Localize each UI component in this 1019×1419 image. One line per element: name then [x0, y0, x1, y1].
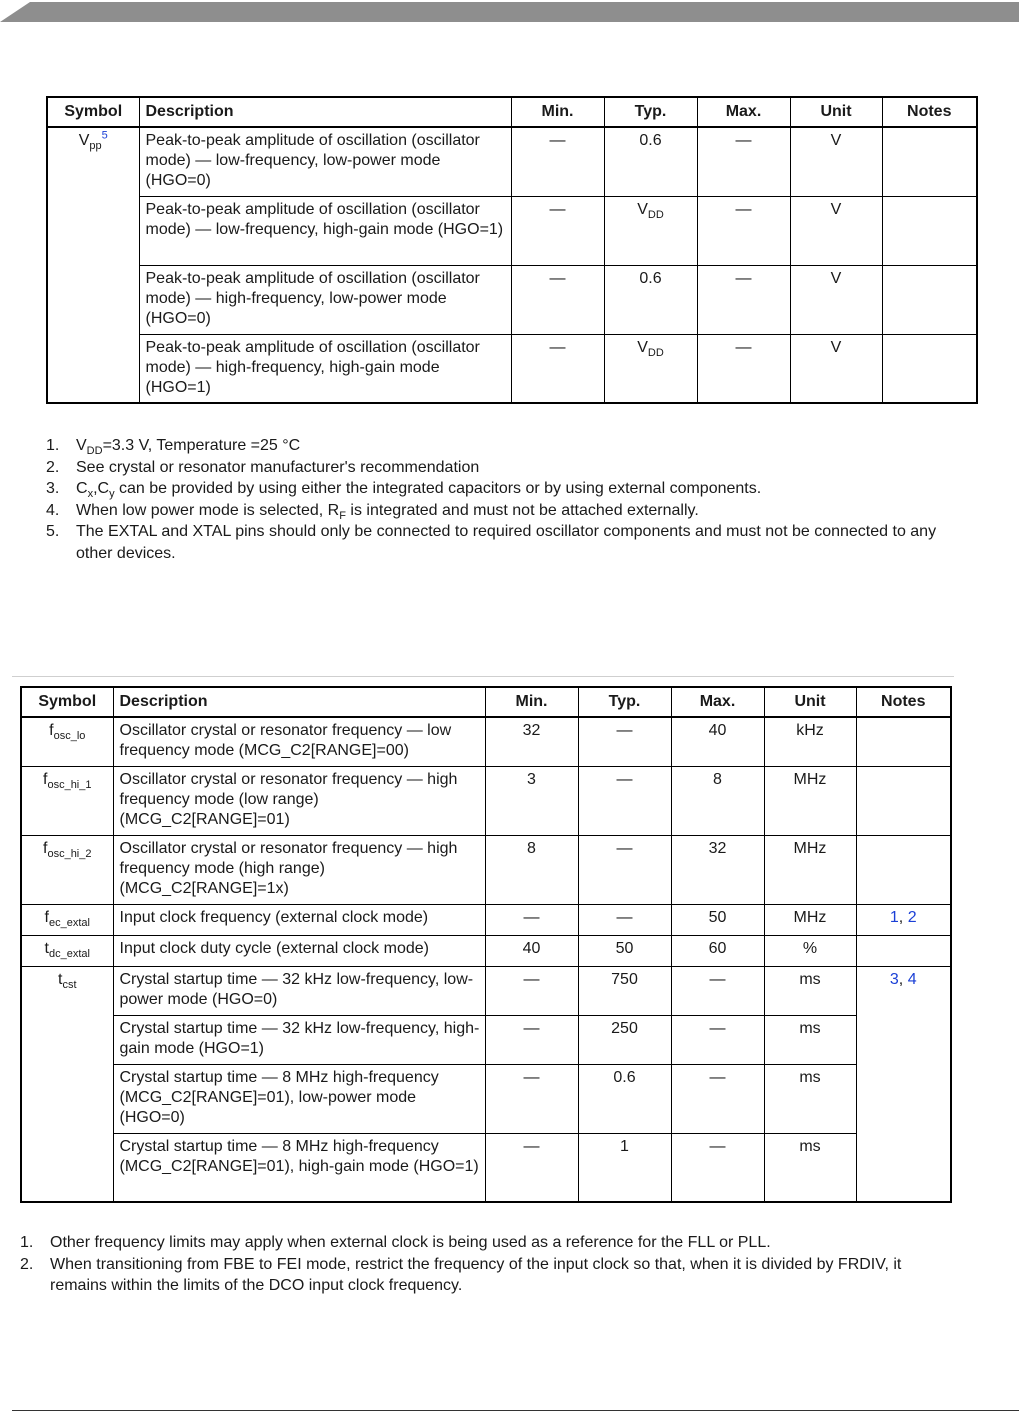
- section-divider: [12, 676, 954, 677]
- column-header-symbol: Symbol: [21, 687, 113, 717]
- table-row: [21, 1015, 951, 1064]
- footnote-text: The EXTAL and XTAL pins should only be connected to required oscillator components and must not be connected to any other devices.: [76, 523, 937, 562]
- page-bottom-rule: [12, 1410, 1019, 1411]
- max-cell: —: [697, 334, 790, 403]
- description-cell: Oscillator crystal or resonator frequency — high frequency mode (high range) (MCG_C2[RANGE]=1x): [113, 835, 485, 904]
- max-cell: —: [697, 127, 790, 196]
- column-header-description: Description: [139, 97, 511, 127]
- symbol-cell: [47, 127, 139, 403]
- column-header-max: Max.: [671, 687, 764, 717]
- min-cell: —: [485, 1064, 578, 1133]
- table-row: [21, 766, 951, 835]
- description-cell: Peak-to-peak amplitude of oscillation (oscillator mode) — high-frequency, low-power mode (HGO=0): [139, 265, 511, 334]
- unit-cell: ms: [764, 1133, 856, 1202]
- min-cell: 8: [485, 835, 578, 904]
- typ-cell: 0.6: [578, 1064, 671, 1133]
- oscillator-amplitude-table: [46, 96, 978, 404]
- table-row: [21, 717, 951, 766]
- symbol-base: V: [78, 132, 90, 149]
- footnote-subscript: y: [109, 488, 115, 501]
- unit-cell: MHz: [764, 904, 856, 935]
- footnote-number: 3.: [46, 480, 60, 497]
- notes-cell: [856, 835, 951, 904]
- symbol-subscript: osc_hi_2: [47, 847, 92, 860]
- typ-cell: 0.6: [604, 265, 697, 334]
- max-cell: 32: [671, 835, 764, 904]
- symbol-base: f: [44, 908, 49, 926]
- column-header-unit: Unit: [764, 687, 856, 717]
- typ-cell: [604, 334, 697, 403]
- min-cell: —: [485, 904, 578, 935]
- footnote-link[interactable]: 3: [889, 970, 899, 988]
- max-cell: 40: [671, 717, 764, 766]
- typ-cell: —: [578, 835, 671, 904]
- footnote-text: V: [76, 437, 87, 454]
- footnote-link[interactable]: 4: [907, 970, 917, 988]
- description-cell: Crystal startup time — 8 MHz high-frequency (MCG_C2[RANGE]=01), high-gain mode (HGO=1): [113, 1133, 485, 1202]
- description-cell: Peak-to-peak amplitude of oscillation (oscillator mode) — low-frequency, low-power mode (HGO=0): [139, 127, 511, 196]
- description-cell: Crystal startup time — 32 kHz low-frequency, high-gain mode (HGO=1): [113, 1015, 485, 1064]
- column-header-typ: Typ.: [604, 97, 697, 127]
- table-row: [21, 835, 951, 904]
- footnote-item: [20, 1232, 950, 1254]
- symbol-subscript: pp: [89, 140, 102, 153]
- footnote-item: [46, 457, 976, 479]
- column-header-notes: Notes: [882, 97, 977, 127]
- max-cell: —: [697, 196, 790, 265]
- notes-cell: [882, 334, 977, 403]
- footnote-subscript: DD: [86, 445, 103, 458]
- table-row: [47, 127, 977, 196]
- typ-cell: 50: [578, 935, 671, 966]
- typ-subscript: DD: [647, 346, 664, 359]
- column-header-typ: Typ.: [578, 687, 671, 717]
- table-row: [47, 334, 977, 403]
- table-row: [21, 935, 951, 966]
- typ-cell: 250: [578, 1015, 671, 1064]
- symbol-base: f: [49, 722, 54, 739]
- max-cell: 8: [671, 766, 764, 835]
- footnote-text: ,C: [93, 480, 110, 497]
- symbol-base: f: [43, 839, 48, 857]
- description-cell: Peak-to-peak amplitude of oscillation (oscillator mode) — high-frequency, high-gain mode (HGO=1): [139, 334, 511, 403]
- symbol-subscript: osc_lo: [53, 730, 86, 743]
- footnote-link[interactable]: 2: [907, 908, 917, 926]
- unit-cell: V: [790, 334, 882, 403]
- symbol-cell: [21, 966, 113, 1202]
- column-header-notes: Notes: [856, 687, 951, 717]
- notes-cell: [856, 935, 951, 966]
- table-header-row: [47, 97, 977, 127]
- footnote-text: is integrated and must not be attached externally.: [345, 501, 699, 519]
- max-cell: —: [671, 1064, 764, 1133]
- unit-cell: V: [790, 265, 882, 334]
- table-header-row: [21, 687, 951, 717]
- notes-separator: ,: [898, 908, 908, 926]
- column-header-max: Max.: [697, 97, 790, 127]
- min-cell: —: [485, 1133, 578, 1202]
- column-header-description: Description: [113, 687, 485, 717]
- notes-cell: [882, 265, 977, 334]
- footnote-text: When transitioning from FBE to FEI mode, restrict the frequency of the input clock so that, when it is divided by FRDIV, it remains within the limits of the DCO input clock frequency.: [50, 1255, 902, 1294]
- footnote-number: 1.: [20, 1234, 34, 1251]
- typ-cell: 1: [578, 1133, 671, 1202]
- symbol-cell: [21, 935, 113, 966]
- min-cell: —: [511, 127, 604, 196]
- symbol-base: f: [43, 770, 48, 788]
- footnote-link[interactable]: 1: [889, 908, 899, 926]
- min-cell: 32: [485, 717, 578, 766]
- footnote-item: [46, 435, 976, 457]
- min-cell: —: [485, 1015, 578, 1064]
- min-cell: 40: [485, 935, 578, 966]
- symbol-cell: [21, 835, 113, 904]
- footnote-item: [46, 500, 976, 522]
- oscillator-frequency-table: [20, 686, 952, 1203]
- column-header-min: Min.: [511, 97, 604, 127]
- unit-cell: kHz: [764, 717, 856, 766]
- footnote-number: 2.: [20, 1255, 34, 1273]
- notes-cell: [856, 766, 951, 835]
- notes-cell: [882, 127, 977, 196]
- table-row: [21, 966, 951, 1015]
- typ-subscript: DD: [647, 208, 664, 221]
- unit-cell: V: [790, 127, 882, 196]
- footnote-text: C: [76, 480, 88, 497]
- unit-cell: ms: [764, 966, 856, 1015]
- max-cell: —: [697, 265, 790, 334]
- description-cell: Input clock frequency (external clock mode): [113, 904, 485, 935]
- description-cell: Oscillator crystal or resonator frequency — high frequency mode (low range) (MCG_C2[RANGE]=01): [113, 766, 485, 835]
- min-cell: 3: [485, 766, 578, 835]
- symbol-base: t: [44, 939, 49, 957]
- column-header-symbol: Symbol: [47, 97, 139, 127]
- symbol-subscript: cst: [62, 978, 77, 991]
- symbol-cell: [21, 717, 113, 766]
- max-cell: —: [671, 1015, 764, 1064]
- notes-separator: ,: [898, 970, 908, 988]
- min-cell: —: [511, 334, 604, 403]
- footnote-number: 5.: [46, 523, 60, 540]
- typ-base: V: [637, 338, 648, 356]
- table-row: [21, 1064, 951, 1133]
- footnote-subscript: F: [339, 509, 346, 522]
- footnote-link[interactable]: 5: [101, 129, 108, 142]
- typ-cell: [604, 196, 697, 265]
- description-cell: Oscillator crystal or resonator frequency — low frequency mode (MCG_C2[RANGE]=00): [113, 717, 485, 766]
- typ-cell: —: [578, 717, 671, 766]
- table-row: [21, 904, 951, 935]
- min-cell: —: [511, 196, 604, 265]
- notes-cell: [856, 717, 951, 766]
- typ-cell: —: [578, 904, 671, 935]
- min-cell: —: [485, 966, 578, 1015]
- column-header-unit: Unit: [790, 97, 882, 127]
- footnote-text: See crystal or resonator manufacturer's recommendation: [76, 458, 480, 476]
- typ-base: V: [637, 200, 648, 218]
- table-row: [47, 265, 977, 334]
- footnote-text: =3.3 V, Temperature =25 °C: [102, 437, 301, 454]
- footnote-text: When low power mode is selected, R: [76, 501, 340, 519]
- table-row: [47, 196, 977, 265]
- footnote-item: [20, 1254, 950, 1297]
- table1-footnotes: [46, 435, 976, 564]
- symbol-subscript: ec_extal: [48, 916, 90, 929]
- header-decoration: [0, 0, 1019, 22]
- unit-cell: ms: [764, 1015, 856, 1064]
- column-header-min: Min.: [485, 687, 578, 717]
- notes-cell: [856, 966, 951, 1202]
- footnote-text: Other frequency limits may apply when external clock is being used as a reference for the FLL or PLL.: [50, 1234, 771, 1251]
- footnote-item: [46, 521, 976, 564]
- table-row: [21, 1133, 951, 1202]
- max-cell: 60: [671, 935, 764, 966]
- unit-cell: ms: [764, 1064, 856, 1133]
- typ-cell: 0.6: [604, 127, 697, 196]
- symbol-subscript: dc_extal: [48, 947, 90, 960]
- symbol-base: t: [57, 970, 63, 988]
- footnote-item: [46, 478, 976, 500]
- max-cell: 50: [671, 904, 764, 935]
- footnote-subscript: x: [87, 488, 94, 501]
- unit-cell: %: [764, 935, 856, 966]
- unit-cell: V: [790, 196, 882, 265]
- description-cell: Crystal startup time — 8 MHz high-frequency (MCG_C2[RANGE]=01), low-power mode (HGO=0): [113, 1064, 485, 1133]
- symbol-cell: [21, 904, 113, 935]
- footnote-number: 4.: [46, 501, 60, 519]
- footnote-number: 2.: [46, 458, 60, 476]
- footnote-number: 1.: [46, 437, 60, 454]
- unit-cell: MHz: [764, 766, 856, 835]
- typ-cell: 750: [578, 966, 671, 1015]
- description-cell: Crystal startup time — 32 kHz low-frequency, low-power mode (HGO=0): [113, 966, 485, 1015]
- min-cell: —: [511, 265, 604, 334]
- notes-cell: [882, 196, 977, 265]
- description-cell: Peak-to-peak amplitude of oscillation (oscillator mode) — low-frequency, high-gain mode (HGO=1): [139, 196, 511, 265]
- unit-cell: MHz: [764, 835, 856, 904]
- notes-cell: [856, 904, 951, 935]
- symbol-subscript: osc_hi_1: [47, 778, 92, 791]
- footnote-text: can be provided by using either the integrated capacitors or by using external components.: [114, 480, 762, 497]
- symbol-cell: [21, 766, 113, 835]
- typ-cell: —: [578, 766, 671, 835]
- description-cell: Input clock duty cycle (external clock mode): [113, 935, 485, 966]
- table2-footnotes: [20, 1232, 950, 1297]
- max-cell: —: [671, 966, 764, 1015]
- max-cell: —: [671, 1133, 764, 1202]
